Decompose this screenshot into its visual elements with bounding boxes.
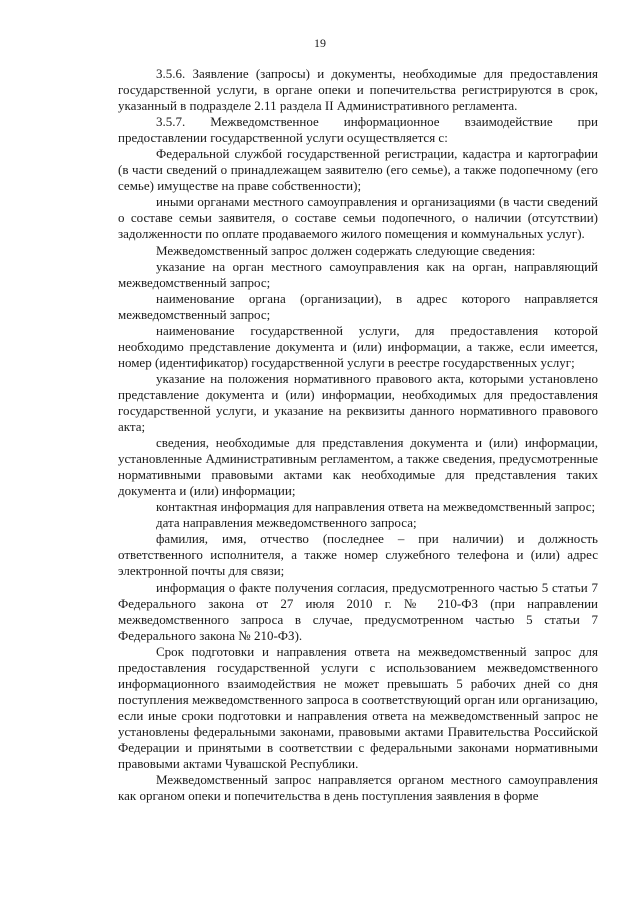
paragraph-rosreestr: Федеральной службой государственной регистрации, кадастра и картографии (в части сведений о принадлежащем заявителю (его семье), а также подопечному (его семье) имуществе на праве собственности);	[118, 146, 598, 194]
document-body	[118, 66, 598, 804]
paragraph-requesting-authority: указание на орган местного самоуправления как на орган, направляющий межведомственный запрос;	[118, 258, 598, 290]
paragraph-request-contents-intro: Межведомственный запрос должен содержать следующие сведения:	[156, 242, 536, 258]
paragraph-consent-info: информация о факте получения согласия, предусмотренного частью 5 статьи 7 Федерального закона от 27 июля 2010 г. № 210-ФЗ (при направлении межведомственного запроса в случае, предусмотренном частью 5 статьи 7 Федерального закона № 210-ФЗ).	[118, 579, 598, 643]
paragraph-3-5-7: 3.5.7. Межведомственное информационное взаимодействие при предоставлении государственной услуги осуществляется с:	[118, 114, 598, 146]
paragraph-response-deadline: Срок подготовки и направления ответа на межведомственный запрос для предоставления государственной услуги с использованием межведомственного информационного взаимодействия не может превышать 5 рабочих дней со дня поступления межведомственного запроса в соответствующий орган или организацию, если иные сроки подготовки и направления ответа на межведомственный запрос не установлены федеральными законами, правовыми актами Правительства Российской Федерации и принятыми в соответствии с федеральными законами нормативными правовыми актами Чувашской Республики.	[118, 643, 598, 772]
paragraph-responsible-person: фамилия, имя, отчество (последнее – при наличии) и должность ответственного исполнителя, а также номер служебного телефона и (или) адрес электронной почты для связи;	[118, 531, 598, 579]
paragraph-request-sending: Межведомственный запрос направляется органом местного самоуправления как органом опеки и попечительства в день поступления заявления в форме	[118, 772, 598, 804]
page-number: 19	[314, 36, 326, 50]
paragraph-required-info: сведения, необходимые для представления документа и (или) информации, установленные Административным регламентом, а также сведения, предусмотренные нормативными правовыми актами как необходимые для представления таких документа и (или) информации;	[118, 435, 598, 499]
paragraph-legal-act: указание на положения нормативного правового акта, которыми установлено представление документа и (или) информации, необходимых для предоставления государственной услуги, и указание на реквизиты данного нормативного правового акта;	[118, 370, 598, 435]
paragraph-request-date: дата направления межведомственного запроса;	[156, 515, 417, 531]
paragraph-local-authorities: иными органами местного самоуправления и организациями (в части сведений о составе семьи заявителя, о составе семьи подопечного, о наличии (отсутствии) задолженности по оплате продаваемого жилого помещения и коммунальных услуг).	[118, 194, 598, 242]
paragraph-addressee-name: наименование органа (организации), в адрес которого направляется межведомственный запрос;	[118, 290, 598, 322]
paragraph-3-5-6: 3.5.6. Заявление (запросы) и документы, необходимые для предоставления государственной услуги, в органе опеки и попечительства регистрируются в срок, указанный в подразделе 2.11 раздела II Административного регламента.	[118, 66, 598, 114]
paragraph-service-name: наименование государственной услуги, для предоставления которой необходимо представление документа и (или) информации, а также, если имеется, номер (идентификатор) государственной услуги в реестре государственных услуг;	[118, 322, 598, 370]
paragraph-contact-info: контактная информация для направления ответа на межведомственный запрос;	[156, 499, 596, 515]
